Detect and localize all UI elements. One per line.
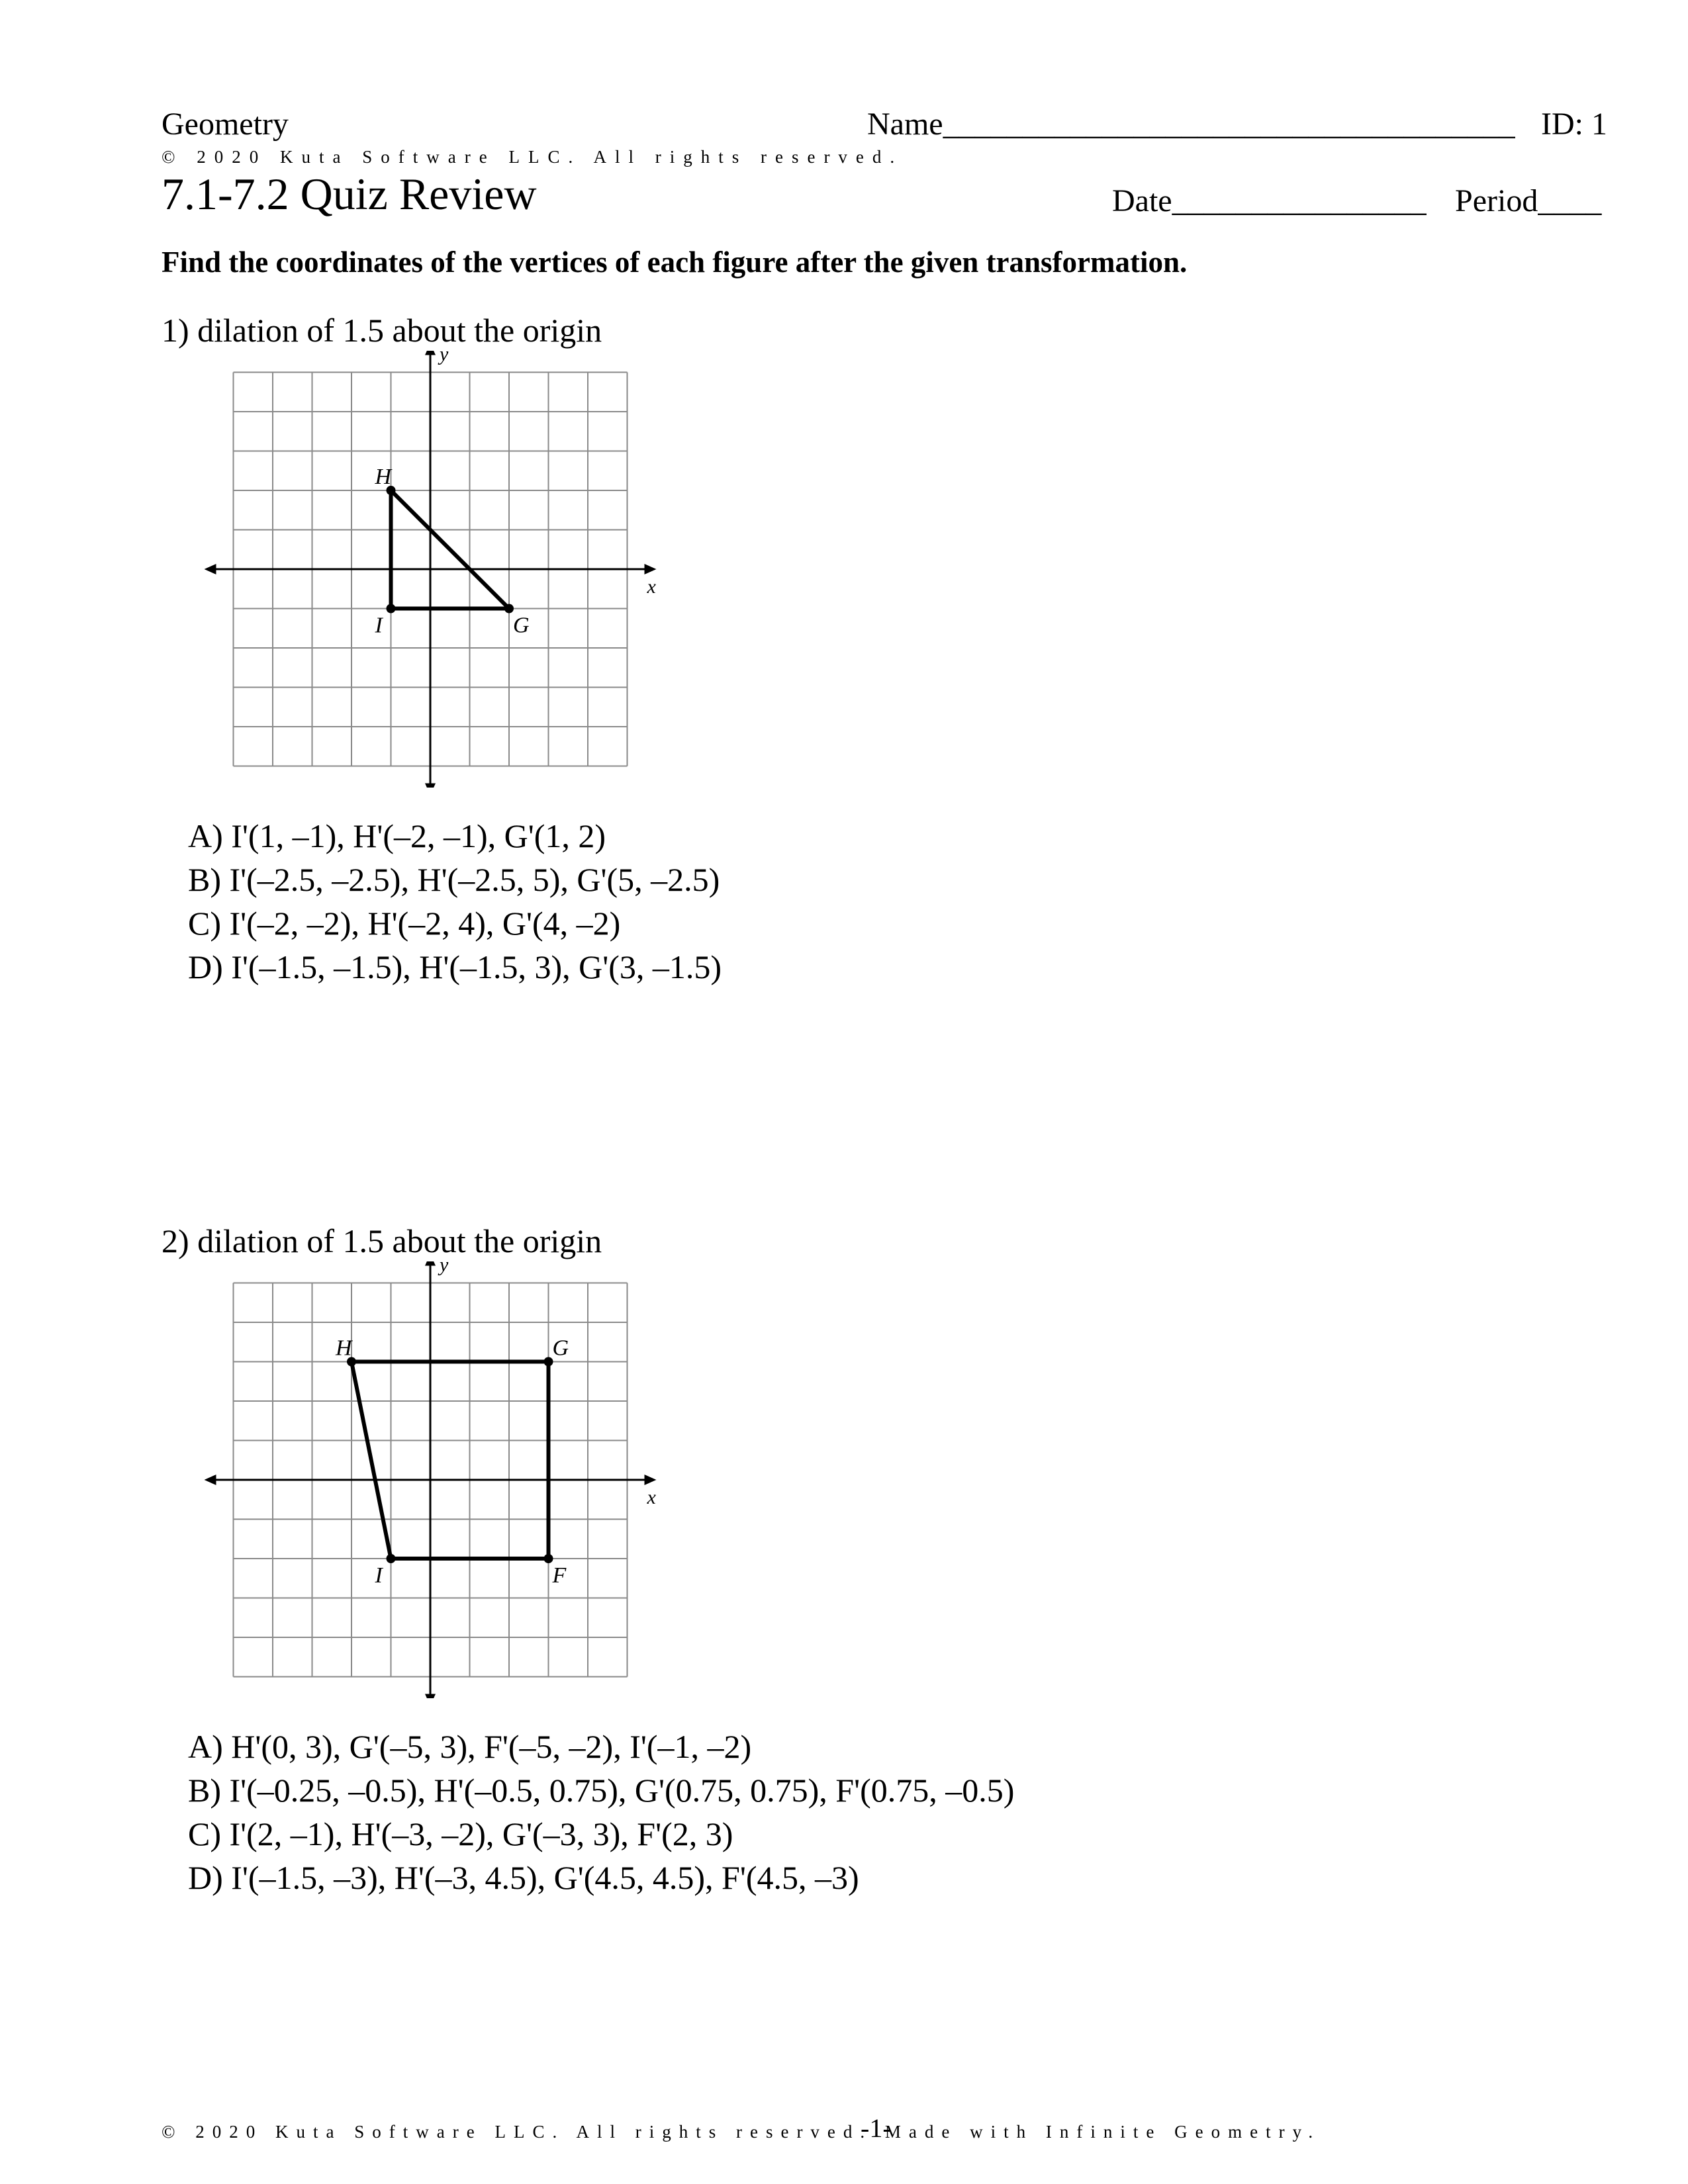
period-blank: ____ xyxy=(1538,183,1602,218)
choice-a[interactable]: A) H'(0, 3), G'(–5, 3), F'(–5, –2), I'(–1, –2) xyxy=(188,1728,752,1765)
name-blank: ____________________________________ xyxy=(943,107,1515,142)
vertex-label: H xyxy=(336,1336,352,1361)
date-blank: ________________ xyxy=(1172,183,1427,218)
y-axis-arrow-down-icon xyxy=(425,1694,436,1699)
name-label: Name xyxy=(867,107,943,142)
footer-copyright-text: © 2020 Kuta Software LLC. All rights reserved. xyxy=(162,2122,873,2142)
choice-b[interactable]: B) I'(–2.5, –2.5), H'(–2.5, 5), G'(5, –2.5) xyxy=(188,861,720,898)
y-axis-arrow-down-icon xyxy=(425,784,436,788)
period-field xyxy=(1455,183,1601,219)
footer-made-with: Made with Infinite Geometry. xyxy=(884,2122,1321,2142)
figure-polygon xyxy=(391,490,510,609)
choice-c[interactable]: C) I'(–2, –2), H'(–2, 4), G'(4, –2) xyxy=(188,905,621,942)
x-axis-arrow-right-icon xyxy=(645,564,657,574)
y-axis-arrow-up-icon xyxy=(425,1261,436,1266)
choice-c[interactable]: C) I'(2, –1), H'(–3, –2), G'(–3, 3), F'(2, 3) xyxy=(188,1815,733,1852)
vertex-label: F xyxy=(552,1563,567,1588)
course-name: Geometry xyxy=(162,107,289,142)
worksheet-id: ID: 1 xyxy=(1541,107,1607,142)
question-1-graph xyxy=(199,351,662,788)
date-label: Date xyxy=(1112,183,1172,218)
page-title: 7.1-7.2 Quiz Review xyxy=(162,169,537,219)
header-copyright: © 2020 Kuta Software LLC. All rights reserved. xyxy=(162,147,904,167)
page-number: -1- xyxy=(861,2113,892,2143)
figure-polygon xyxy=(352,1362,549,1559)
question-1-choices xyxy=(188,814,722,989)
choice-d[interactable]: D) I'(–1.5, –1.5), H'(–1.5, 3), G'(3, –1.5) xyxy=(188,948,722,985)
question-2-choices xyxy=(188,1725,1014,1899)
x-axis-label: x xyxy=(647,576,656,598)
vertex-label: H xyxy=(375,465,392,489)
x-axis-label: x xyxy=(647,1486,656,1508)
vertex-point xyxy=(387,1554,396,1563)
vertex-point xyxy=(544,1554,553,1563)
question-2-prompt: 2) dilation of 1.5 about the origin xyxy=(162,1222,602,1259)
period-label: Period xyxy=(1455,183,1538,218)
choice-b[interactable]: B) I'(–0.25, –0.5), H'(–0.5, 0.75), G'(0.75, 0.75), F'(0.75, –0.5) xyxy=(188,1772,1015,1809)
vertex-label: I xyxy=(375,1563,383,1588)
vertex-point xyxy=(504,604,514,614)
question-1-prompt: 1) dilation of 1.5 about the origin xyxy=(162,312,602,349)
question-2-graph xyxy=(199,1261,662,1698)
vertex-point xyxy=(387,604,396,614)
name-field xyxy=(867,106,1515,142)
x-axis-arrow-left-icon xyxy=(205,564,216,574)
x-axis-arrow-right-icon xyxy=(645,1475,657,1485)
y-axis-label: y xyxy=(440,351,449,365)
footer-copyright xyxy=(162,2122,1321,2142)
vertex-label: I xyxy=(375,613,383,638)
y-axis-arrow-up-icon xyxy=(425,351,436,355)
instructions: Find the coordinates of the vertices of each figure after the given transformation. xyxy=(162,246,1188,279)
date-field xyxy=(1112,183,1427,219)
vertex-label: G xyxy=(552,1336,569,1361)
choice-d[interactable]: D) I'(–1.5, –3), H'(–3, 4.5), G'(4.5, 4.5), F'(4.5, –3) xyxy=(188,1859,859,1896)
x-axis-arrow-left-icon xyxy=(205,1475,216,1485)
choice-a[interactable]: A) I'(1, –1), H'(–2, –1), G'(1, 2) xyxy=(188,817,606,854)
y-axis-label: y xyxy=(440,1261,449,1276)
vertex-point xyxy=(544,1357,553,1367)
vertex-label: G xyxy=(513,613,530,638)
